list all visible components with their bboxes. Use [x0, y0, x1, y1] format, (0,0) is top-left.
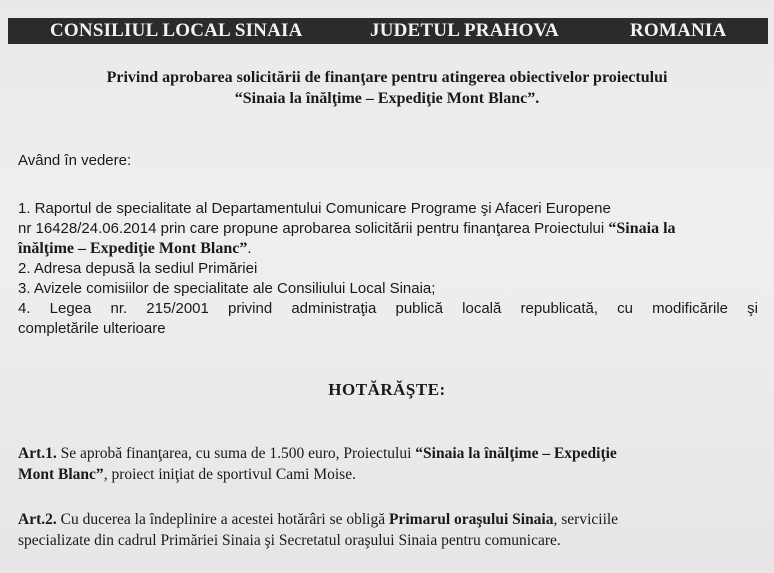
item1-line3-bold: înălţime – Expediţie Mont Blanc” [18, 240, 248, 257]
item3: 3. Avizele comisiilor de specialitate ale Consiliului Local Sinaia; [18, 280, 436, 297]
item1-line2-text: nr 16428/24.06.2014 prin care propune aprobarea solicitării pentru finanţarea Proiectului [18, 220, 609, 237]
item4-word: 215/2001 [146, 300, 209, 317]
item4-word: nr. [110, 300, 128, 317]
item4-word: administraţia [291, 300, 377, 317]
item1-line2 [18, 219, 758, 239]
item1-line3-text: . [247, 240, 252, 257]
item4-line1 [18, 299, 758, 319]
item4-word: privind [228, 300, 273, 317]
considering-heading: Având în vedere: [18, 152, 132, 169]
item4-word: cu [617, 300, 634, 317]
article1-project-name-end: Mont Blanc” [18, 466, 104, 483]
article2-text-cont: , serviciile [553, 511, 619, 528]
council-name: CONSILIUL LOCAL SINAIA [50, 20, 303, 41]
article1-line2 [18, 464, 758, 485]
item2: 2. Adresa depusă la sediul Primăriei [18, 260, 258, 277]
article1-text-end: , proiect iniţiat de sportivul Cami Moise. [103, 466, 356, 483]
article2-text: Cu ducerea la îndeplinire a acestei hotărâri se obligă [56, 511, 389, 528]
item4-word: modificările [652, 300, 728, 317]
article1-label: Art.1. [18, 445, 57, 462]
article2-mayor: Primarul oraşului Sinaia [389, 511, 554, 528]
item4-word: Legea [49, 300, 92, 317]
article1-line1 [18, 443, 758, 464]
item4-word: 4. [18, 300, 31, 317]
item1-line3 [18, 239, 758, 259]
article2-line1 [18, 509, 758, 530]
letterhead-bar [8, 18, 768, 44]
county-name: JUDETUL PRAHOVA [370, 20, 559, 41]
item1-line2-bold: “Sinaia la [608, 220, 676, 237]
item4-word: publică [395, 300, 444, 317]
item1-line1: 1. Raportul de specialitate al Departamentului Comunicare Programe şi Afaceri Europene [18, 200, 611, 217]
decision-heading: HOTĂRĂŞTE: [328, 380, 446, 399]
document-title-line2: “Sinaia la înălţime – Expediţie Mont Blanc”. [234, 90, 540, 107]
article2-line2: specializate din cadrul Primăriei Sinaia şi Secretatul oraşului Sinaia pentru comunicare. [18, 532, 561, 549]
article1-text: Se aprobă finanţarea, cu suma de 1.500 euro, Proiectului [56, 445, 416, 462]
item4-word: locală [462, 300, 502, 317]
document-title-line1: Privind aprobarea solicitării de finanţare pentru atingerea obiectivelor proiectului [106, 69, 668, 86]
item4-word: şi [747, 300, 758, 317]
country-name: ROMANIA [630, 20, 727, 41]
article2-label: Art.2. [18, 511, 57, 528]
article1-project-name: “Sinaia la înălţime – Expediţie [415, 445, 617, 462]
item4-line2: completările ulterioare [18, 320, 166, 337]
item4-word: republicată, [520, 300, 599, 317]
